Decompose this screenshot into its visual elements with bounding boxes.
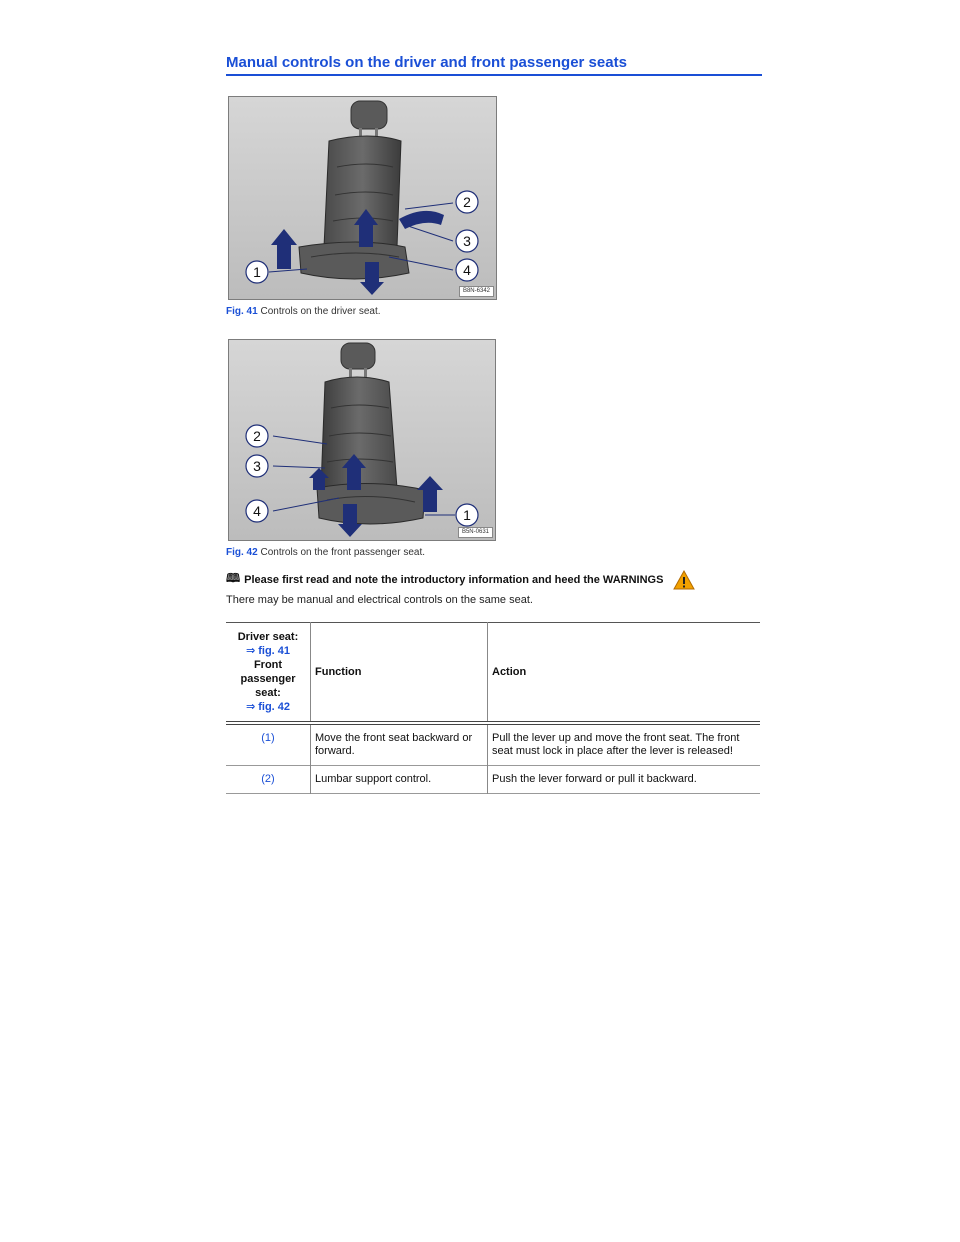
driver-seat-illustration [229,97,496,299]
marker-1: 1 [253,264,261,280]
marker-2: 2 [253,428,261,444]
column-header-function: Function [311,623,488,724]
table-row [226,766,760,794]
row-action: Push the lever forward or pull it backward. [488,766,761,794]
figure-caption-text: Controls on the driver seat. [260,306,381,317]
warning-triangle-icon[interactable] [673,570,695,590]
intro-text: Please first read and note the introductory information and heed the WARNINGS [244,573,664,586]
column-header-action: Action [488,623,761,724]
figure-caption-text: Controls on the front passenger seat. [260,547,426,558]
figure-number: Fig. 41 [226,306,258,317]
table-row [226,723,760,766]
fig-42-link[interactable]: ⇒ fig. 42 [245,701,291,713]
figure-passenger-seat [228,339,496,541]
marker-1: 1 [463,507,471,523]
marker-4: 4 [463,262,471,278]
intro-line [226,569,695,590]
marker-4: 4 [253,503,261,519]
figure-code: B8N-6342 [459,286,494,297]
fig-41-link[interactable]: ⇒ fig. 41 [245,645,291,657]
figure-driver-seat [228,96,497,300]
row-action: Pull the lever up and move the front seat. The front seat must lock in place after the lever is released! [488,723,761,766]
column-header-seat [226,623,311,724]
figure-caption [226,547,425,558]
marker-2: 2 [463,194,471,210]
note-text: There may be manual and electrical controls on the same seat. [226,594,533,606]
header-passenger-seat: Front passenger seat: [240,659,296,699]
row-number[interactable]: (1) [261,732,275,744]
row-function: Lumbar support control. [311,766,488,794]
figure-number: Fig. 42 [226,547,258,558]
page-title: Manual controls on the driver and front passenger seats [226,54,762,76]
figure-code: B5N-0631 [458,527,493,538]
table-header-row [226,623,760,724]
controls-table [226,622,760,794]
marker-3: 3 [253,458,261,474]
marker-3: 3 [463,233,471,249]
figure-caption [226,306,381,317]
book-icon: 🕮 [226,571,241,585]
header-driver-seat: Driver seat: [237,631,299,643]
row-number[interactable]: (2) [261,773,275,785]
row-function: Move the front seat backward or forward. [311,723,488,766]
passenger-seat-illustration [229,340,495,540]
